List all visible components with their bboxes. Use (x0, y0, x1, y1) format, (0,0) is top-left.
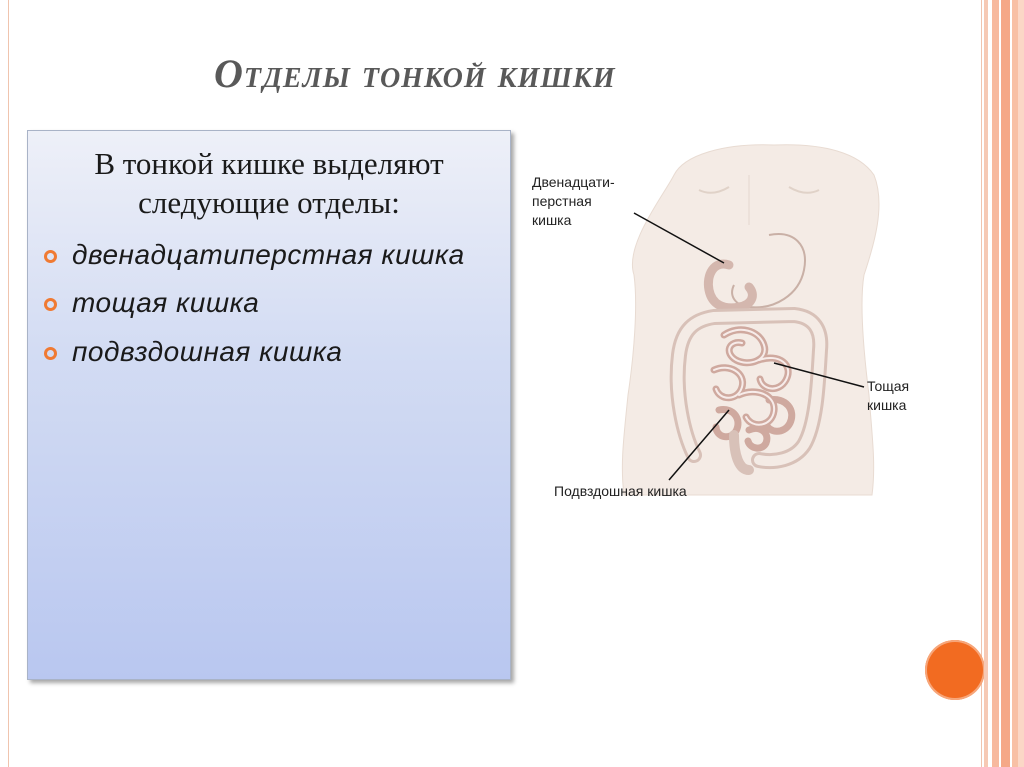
bullet-item (42, 332, 496, 373)
bullet-icon (44, 347, 57, 360)
label-duodenum: Двенадцати- перстная кишка (532, 174, 615, 228)
bullet-icon (44, 250, 57, 263)
bullet-text: двенадцатиперстная кишка (72, 238, 465, 270)
small-intestine-figure (524, 135, 944, 535)
label-jejunum: Тощая кишка (867, 378, 910, 413)
slide (8, 0, 982, 767)
label-ileum: Подвздошная кишка (554, 483, 687, 499)
slide-title: Отделы тонкой кишки (214, 51, 616, 96)
decorative-stripes (984, 0, 1024, 767)
bullet-text: тощая кишка (72, 287, 260, 319)
bullet-item (42, 235, 496, 276)
content-text-box (27, 130, 511, 680)
bullet-icon (44, 298, 57, 311)
decorative-circle (925, 640, 985, 700)
intro-text: В тонкой кишке выделяют следующие отделы: (94, 146, 444, 220)
bullet-list (42, 235, 496, 373)
bullet-item (42, 283, 496, 324)
bullet-text: подвздошная кишка (72, 335, 343, 367)
